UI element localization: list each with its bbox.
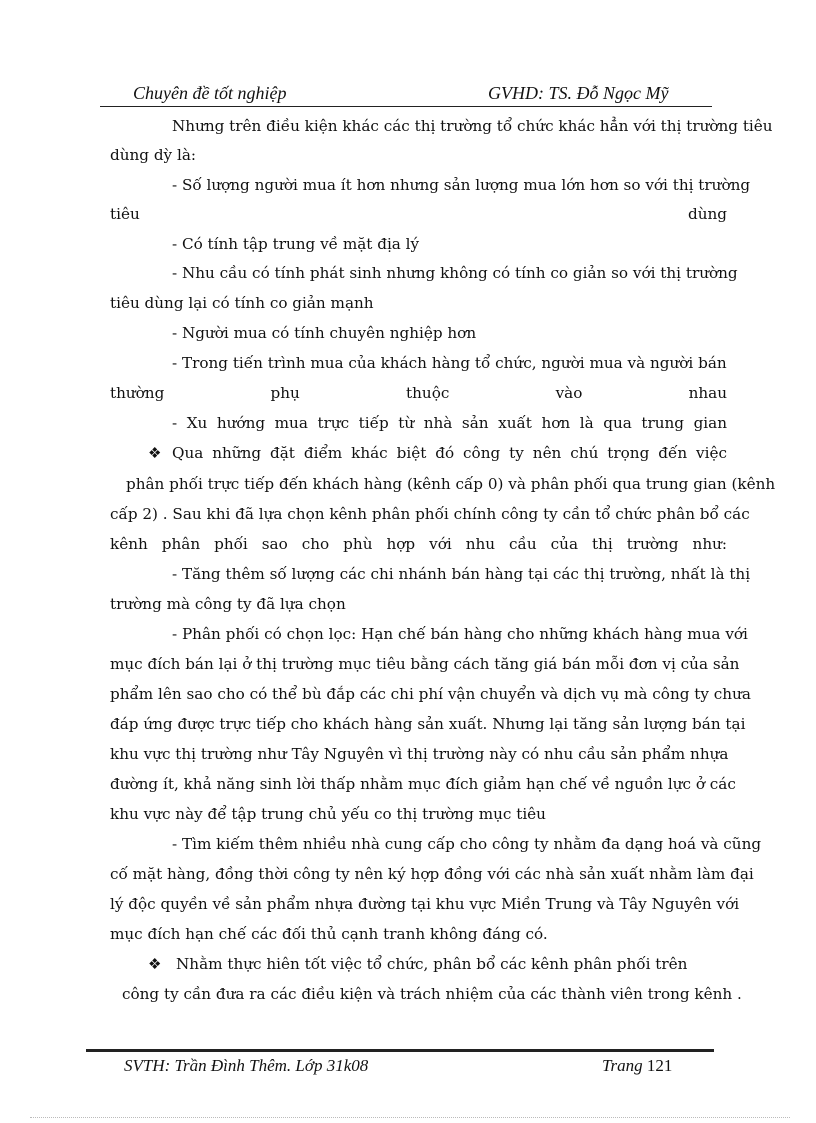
- text-line: - Có tính tập trung về mặt địa lý: [172, 235, 420, 253]
- footer-author: SVTH: Trần Đình Thêm. Lớp 31k08: [124, 1056, 369, 1075]
- text-line: khu vực thị trường như Tây Nguyên vì thị trường này có nhu cầu sản phẩm nhựa: [110, 745, 729, 763]
- text-line: mục đích hạn chế các đối thủ cạnh tranh không đáng có.: [110, 925, 548, 943]
- text-line: đường ít, khả năng sinh lời thấp nhằm mục đích giảm hạn chế về nguồn lực ở các: [110, 775, 736, 793]
- text-line: Qua những đặt điểm khác biệt đó công ty nên chú trọng đến việc: [172, 444, 727, 462]
- text-line: khu vực này để tập trung chủ yếu co thị trường mục tiêu: [110, 805, 546, 823]
- text-line: - Tìm kiếm thêm nhiều nhà cung cấp cho công ty nhằm đa dạng hoá và cũng: [172, 835, 762, 853]
- text-line: phân phối trực tiếp đến khách hàng (kênh cấp 0) và phân phối qua trung gian (kênh: [126, 475, 776, 493]
- text-line: Nhằm thực hiên tốt việc tổ chức, phân bổ các kênh phân phối trên: [176, 955, 688, 973]
- text-line: - Người mua có tính chuyên nghiệp hơn: [172, 324, 477, 342]
- text-line: đáp ứng được trực tiếp cho khách hàng sản xuất. Nhưng lại tăng sản lượng bán tại: [110, 715, 746, 733]
- text-line: trường mà công ty đã lựa chọn: [110, 595, 346, 613]
- text-line: phẩm lên sao cho có thể bù đắp các chi phí vận chuyển và dịch vụ mà công ty chưa: [110, 685, 751, 703]
- text-line: - Phân phối có chọn lọc: Hạn chế bán hàng cho những khách hàng mua với: [172, 625, 748, 643]
- text-line: - Xu hướng mua trực tiếp từ nhà sản xuất hơn là qua trung gian: [172, 414, 727, 432]
- text-line: tiêu dùng: [110, 205, 727, 223]
- text-line: kênh phân phối sao cho phù hợp với nhu cầu của thị trường như:: [110, 535, 727, 553]
- text-line: thường phụ thuộc vào nhau: [110, 384, 727, 402]
- header-rule: [100, 106, 712, 107]
- header-title: Chuyên đề tốt nghiệp: [133, 83, 287, 103]
- page-label: Trang: [602, 1056, 643, 1075]
- diamond-bullet-icon: ❖: [148, 955, 162, 973]
- text-line: tiêu dùng lại có tính co giản mạnh: [110, 294, 374, 312]
- text-line: dùng dỳ là:: [110, 146, 196, 164]
- header-advisor: GVHD: TS. Đỗ Ngọc Mỹ: [488, 83, 669, 103]
- text-line: cố mặt hàng, đồng thời công ty nên ký hợp đồng với các nhà sản xuất nhằm làm đại: [110, 865, 754, 883]
- footer-rule: [86, 1049, 714, 1052]
- page-number: [602, 1056, 672, 1076]
- text-line: cấp 2) . Sau khi đã lựa chọn kênh phân phối chính công ty cần tổ chức phân bổ các: [110, 505, 750, 523]
- text-line: - Số lượng người mua ít hơn nhưng sản lượng mua lớn hơn so với thị trường: [172, 176, 751, 194]
- text-line: - Nhu cầu có tính phát sinh nhưng không có tính co giản so với thị trường: [172, 264, 738, 282]
- text-line: công ty cần đưa ra các điều kiện và trách nhiệm của các thành viên trong kênh .: [122, 985, 742, 1003]
- text-line: mục đích bán lại ở thị trường mục tiêu bằng cách tăng giá bán mỗi đơn vị của sản: [110, 655, 740, 673]
- diamond-bullet-icon: ❖: [148, 444, 162, 462]
- page-number-value: 121: [646, 1056, 673, 1075]
- page-footer: [100, 1056, 712, 1078]
- page-header: [100, 83, 712, 105]
- text-line: Nhưng trên điều kiện khác các thị trường tổ chức khác hẳn với thị trường tiêu: [172, 117, 773, 135]
- text-line: lý độc quyền về sản phẩm nhựa đường tại khu vực Miền Trung và Tây Nguyên với: [110, 895, 740, 913]
- page-edge-dotted-line: [30, 1117, 790, 1118]
- text-line: - Trong tiến trình mua của khách hàng tổ chức, người mua và người bán: [172, 354, 727, 372]
- text-line: - Tăng thêm số lượng các chi nhánh bán hàng tại các thị trường, nhất là thị: [172, 565, 751, 583]
